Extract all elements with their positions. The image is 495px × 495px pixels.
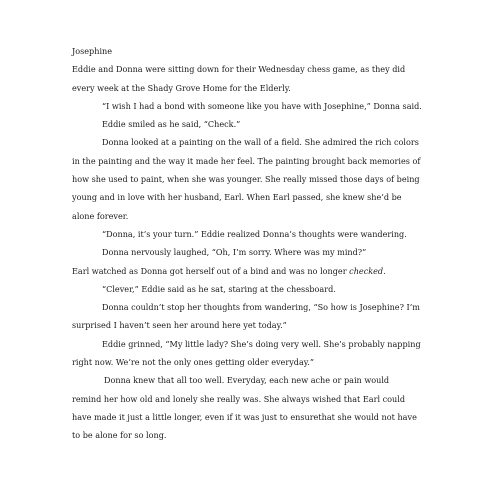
italic-word: checked. <box>349 265 386 276</box>
paragraph-line: “Donna, it’s your turn.” Eddie realized Donna’s thoughts were wandering. <box>102 228 407 239</box>
story-text <box>72 42 432 445</box>
paragraph-line: “I wish I had a bond with someone like you have with Josephine,” Donna said. <box>102 100 422 111</box>
paragraph-line: in the painting and the way it made her feel. The painting brought back memories of <box>72 155 421 166</box>
paragraph-line: Donna couldn’t stop her thoughts from wandering, “So how is Josephine? I’m <box>102 302 420 313</box>
paragraph-line: have made it just a little longer, even if it was just to ensurethat she would not have <box>72 411 417 422</box>
paragraph-line: right now. We’re not the only ones getting older everyday.” <box>72 357 315 368</box>
line-text: Earl watched as Donna got herself out of a bind and was no longer <box>72 265 350 276</box>
paragraph-line: to be alone for so long. <box>72 430 167 441</box>
paragraph-line: surprised I haven’t seen her around here yet today.” <box>72 320 287 331</box>
paragraph-line: Donna knew that all too well. Everyday, each new ache or pain would <box>104 375 390 386</box>
paragraph-line: how she used to paint, when she was younger. She really missed those days of being <box>72 174 420 185</box>
paragraph-line: Eddie and Donna were sitting down for their Wednesday chess game, as they did <box>72 64 406 75</box>
paragraph-line: every week at the Shady Grove Home for the Elderly. <box>72 82 291 93</box>
paragraph-line: Donna looked at a painting on the wall of a field. She admired the rich colors <box>102 137 419 148</box>
paragraph-line: Eddie smiled as he said, “Check.” <box>102 119 241 130</box>
paragraph-line: “Clever,” Eddie said as he sat, staring at the chessboard. <box>102 283 336 294</box>
paragraph-line: Donna nervously laughed, “Oh, I’m sorry. Where was my mind?” <box>102 247 367 258</box>
paragraph-line: remind her how old and lonely she really was. She always wished that Earl could <box>72 393 405 404</box>
paragraph-line: alone forever. <box>72 210 129 221</box>
paragraph-line: Eddie grinned, “My little lady? She’s doing very well. She’s probably napping <box>102 338 421 349</box>
paragraph-line <box>72 262 432 280</box>
paragraph-line: young and in love with her husband, Earl. When Earl passed, she knew she’d be <box>72 192 402 203</box>
document-title: Josephine <box>72 46 113 56</box>
